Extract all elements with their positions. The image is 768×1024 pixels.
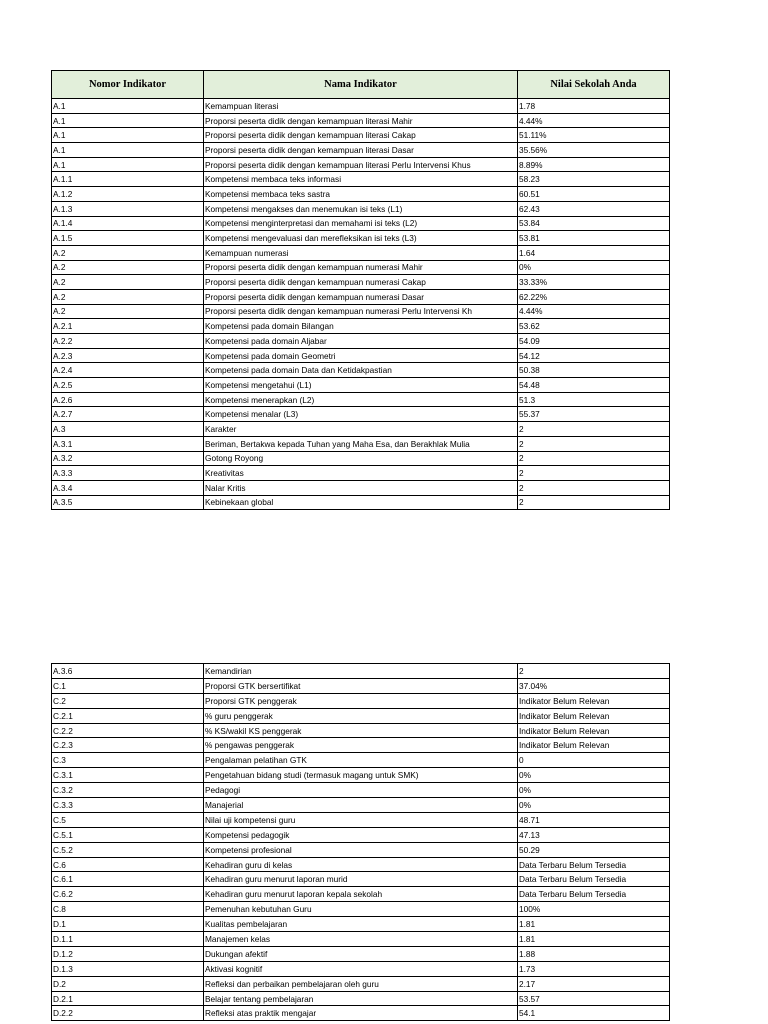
cell-nomor-indikator: C.8 bbox=[52, 902, 204, 917]
cell-nama-indikator: Kompetensi mengakses dan menemukan isi teks (L1) bbox=[204, 201, 518, 216]
cell-nilai: 51.3 bbox=[518, 392, 670, 407]
header-nomor-indikator: Nomor Indikator bbox=[52, 71, 204, 99]
cell-nama-indikator: Nilai uji kompetensi guru bbox=[204, 812, 518, 827]
cell-nilai: 1.88 bbox=[518, 946, 670, 961]
cell-nomor-indikator: A.1 bbox=[52, 128, 204, 143]
cell-nomor-indikator: A.1 bbox=[52, 157, 204, 172]
cell-nomor-indikator: D.1.2 bbox=[52, 946, 204, 961]
table-row bbox=[52, 693, 670, 708]
cell-nomor-indikator: A.1.3 bbox=[52, 201, 204, 216]
table-row bbox=[52, 738, 670, 753]
table-header bbox=[52, 71, 670, 99]
cell-nilai: 53.62 bbox=[518, 319, 670, 334]
cell-nama-indikator: Kemampuan numerasi bbox=[204, 245, 518, 260]
cell-nilai: 100% bbox=[518, 902, 670, 917]
cell-nilai: 2 bbox=[518, 466, 670, 481]
cell-nomor-indikator: D.1.1 bbox=[52, 932, 204, 947]
cell-nilai: 2 bbox=[518, 664, 670, 679]
cell-nilai: 2 bbox=[518, 451, 670, 466]
table-row bbox=[52, 260, 670, 275]
cell-nomor-indikator: A.2 bbox=[52, 245, 204, 260]
cell-nama-indikator: Kompetensi pada domain Data dan Ketidakpastian bbox=[204, 363, 518, 378]
cell-nilai: Data Terbaru Belum Tersedia bbox=[518, 872, 670, 887]
table-row bbox=[52, 451, 670, 466]
cell-nama-indikator: % KS/wakil KS penggerak bbox=[204, 723, 518, 738]
table-row bbox=[52, 857, 670, 872]
cell-nomor-indikator: A.2.7 bbox=[52, 407, 204, 422]
table-row bbox=[52, 378, 670, 393]
table-row bbox=[52, 887, 670, 902]
table-row bbox=[52, 812, 670, 827]
table-row bbox=[52, 289, 670, 304]
table-row bbox=[52, 304, 670, 319]
cell-nama-indikator: Proporsi peserta didik dengan kemampuan literasi Mahir bbox=[204, 113, 518, 128]
cell-nama-indikator: Proporsi peserta didik dengan kemampuan numerasi Cakap bbox=[204, 275, 518, 290]
cell-nomor-indikator: D.1.3 bbox=[52, 961, 204, 976]
cell-nilai: 2 bbox=[518, 436, 670, 451]
cell-nama-indikator: Kompetensi menginterpretasi dan memahami isi teks (L2) bbox=[204, 216, 518, 231]
cell-nilai: 4.44% bbox=[518, 113, 670, 128]
table-body bbox=[52, 664, 670, 1021]
table-row bbox=[52, 991, 670, 1006]
cell-nomor-indikator: A.3.1 bbox=[52, 436, 204, 451]
cell-nomor-indikator: A.2.3 bbox=[52, 348, 204, 363]
cell-nilai: 0% bbox=[518, 783, 670, 798]
cell-nilai: 48.71 bbox=[518, 812, 670, 827]
cell-nomor-indikator: C.2 bbox=[52, 693, 204, 708]
cell-nama-indikator: Proporsi peserta didik dengan kemampuan numerasi Mahir bbox=[204, 260, 518, 275]
cell-nomor-indikator: C.1 bbox=[52, 678, 204, 693]
cell-nama-indikator: Kompetensi mengetahui (L1) bbox=[204, 378, 518, 393]
cell-nomor-indikator: C.6.1 bbox=[52, 872, 204, 887]
table-row bbox=[52, 436, 670, 451]
cell-nilai: 53.57 bbox=[518, 991, 670, 1006]
table-row bbox=[52, 976, 670, 991]
cell-nama-indikator: Pengetahuan bidang studi (termasuk magang untuk SMK) bbox=[204, 768, 518, 783]
table-row bbox=[52, 842, 670, 857]
cell-nama-indikator: Proporsi GTK bersertifikat bbox=[204, 678, 518, 693]
table-row bbox=[52, 113, 670, 128]
cell-nomor-indikator: A.2.1 bbox=[52, 319, 204, 334]
cell-nilai: 54.12 bbox=[518, 348, 670, 363]
cell-nomor-indikator: A.1 bbox=[52, 99, 204, 114]
cell-nomor-indikator: A.2.2 bbox=[52, 334, 204, 349]
cell-nilai: 2 bbox=[518, 495, 670, 510]
cell-nilai: 55.37 bbox=[518, 407, 670, 422]
cell-nilai: 54.1 bbox=[518, 1006, 670, 1021]
cell-nilai: 2 bbox=[518, 422, 670, 437]
cell-nama-indikator: Kompetensi pada domain Geometri bbox=[204, 348, 518, 363]
cell-nomor-indikator: A.3.3 bbox=[52, 466, 204, 481]
cell-nomor-indikator: A.2 bbox=[52, 275, 204, 290]
cell-nomor-indikator: A.1 bbox=[52, 143, 204, 158]
cell-nilai: 51.11% bbox=[518, 128, 670, 143]
cell-nama-indikator: Kompetensi pada domain Aljabar bbox=[204, 334, 518, 349]
cell-nomor-indikator: C.6.2 bbox=[52, 887, 204, 902]
cell-nama-indikator: Manajerial bbox=[204, 798, 518, 813]
table-row bbox=[52, 932, 670, 947]
table-row bbox=[52, 407, 670, 422]
cell-nomor-indikator: C.3.2 bbox=[52, 783, 204, 798]
cell-nilai: 37.04% bbox=[518, 678, 670, 693]
table-row bbox=[52, 917, 670, 932]
table-row bbox=[52, 363, 670, 378]
cell-nilai: 1.73 bbox=[518, 961, 670, 976]
cell-nilai: 54.09 bbox=[518, 334, 670, 349]
cell-nomor-indikator: A.3.2 bbox=[52, 451, 204, 466]
cell-nomor-indikator: A.3.5 bbox=[52, 495, 204, 510]
cell-nama-indikator: Dukungan afektif bbox=[204, 946, 518, 961]
table-row bbox=[52, 946, 670, 961]
cell-nama-indikator: Kehadiran guru menurut laporan kepala sekolah bbox=[204, 887, 518, 902]
table-row bbox=[52, 902, 670, 917]
cell-nomor-indikator: A.2 bbox=[52, 260, 204, 275]
cell-nama-indikator: Kreativitas bbox=[204, 466, 518, 481]
cell-nama-indikator: Kompetensi mengevaluasi dan merefleksikan isi teks (L3) bbox=[204, 231, 518, 246]
cell-nama-indikator: Gotong Royong bbox=[204, 451, 518, 466]
cell-nilai: 1.78 bbox=[518, 99, 670, 114]
cell-nilai: 1.81 bbox=[518, 917, 670, 932]
cell-nama-indikator: Beriman, Bertakwa kepada Tuhan yang Maha Esa, dan Berakhlak Mulia bbox=[204, 436, 518, 451]
cell-nama-indikator: Nalar Kritis bbox=[204, 480, 518, 495]
table-row bbox=[52, 798, 670, 813]
cell-nama-indikator: Kehadiran guru menurut laporan murid bbox=[204, 872, 518, 887]
table-row bbox=[52, 157, 670, 172]
cell-nama-indikator: Kebinekaan global bbox=[204, 495, 518, 510]
cell-nilai: 50.38 bbox=[518, 363, 670, 378]
cell-nilai: Indikator Belum Relevan bbox=[518, 723, 670, 738]
cell-nilai: 2.17 bbox=[518, 976, 670, 991]
cell-nomor-indikator: D.2 bbox=[52, 976, 204, 991]
cell-nama-indikator: Pedagogi bbox=[204, 783, 518, 798]
table-row bbox=[52, 99, 670, 114]
cell-nama-indikator: Kompetensi menerapkan (L2) bbox=[204, 392, 518, 407]
cell-nama-indikator: % pengawas penggerak bbox=[204, 738, 518, 753]
cell-nama-indikator: Kehadiran guru di kelas bbox=[204, 857, 518, 872]
indicator-table-bottom bbox=[51, 663, 670, 1021]
cell-nilai: 53.84 bbox=[518, 216, 670, 231]
cell-nama-indikator: Refleksi atas praktik mengajar bbox=[204, 1006, 518, 1021]
cell-nomor-indikator: D.1 bbox=[52, 917, 204, 932]
table-row bbox=[52, 245, 670, 260]
table-row bbox=[52, 495, 670, 510]
cell-nomor-indikator: C.6 bbox=[52, 857, 204, 872]
cell-nama-indikator: Proporsi peserta didik dengan kemampuan literasi Cakap bbox=[204, 128, 518, 143]
cell-nomor-indikator: A.3 bbox=[52, 422, 204, 437]
cell-nomor-indikator: C.5.1 bbox=[52, 827, 204, 842]
cell-nilai: 35.56% bbox=[518, 143, 670, 158]
table-row bbox=[52, 664, 670, 679]
table-row bbox=[52, 961, 670, 976]
table-row bbox=[52, 480, 670, 495]
cell-nama-indikator: Kemandirian bbox=[204, 664, 518, 679]
cell-nilai: 62.43 bbox=[518, 201, 670, 216]
table-row bbox=[52, 128, 670, 143]
cell-nilai: 60.51 bbox=[518, 187, 670, 202]
cell-nama-indikator: Proporsi peserta didik dengan kemampuan numerasi Dasar bbox=[204, 289, 518, 304]
cell-nomor-indikator: C.3 bbox=[52, 753, 204, 768]
cell-nilai: 1.64 bbox=[518, 245, 670, 260]
table-row bbox=[52, 319, 670, 334]
cell-nilai: Indikator Belum Relevan bbox=[518, 693, 670, 708]
cell-nomor-indikator: C.5 bbox=[52, 812, 204, 827]
cell-nama-indikator: Proporsi peserta didik dengan kemampuan numerasi Perlu Intervensi Kh bbox=[204, 304, 518, 319]
cell-nama-indikator: Manajemen kelas bbox=[204, 932, 518, 947]
table-row bbox=[52, 334, 670, 349]
cell-nomor-indikator: D.2.2 bbox=[52, 1006, 204, 1021]
cell-nomor-indikator: A.1.2 bbox=[52, 187, 204, 202]
cell-nama-indikator: Proporsi peserta didik dengan kemampuan literasi Dasar bbox=[204, 143, 518, 158]
table-row bbox=[52, 1006, 670, 1021]
cell-nilai: 4.44% bbox=[518, 304, 670, 319]
table-row bbox=[52, 187, 670, 202]
cell-nomor-indikator: C.2.2 bbox=[52, 723, 204, 738]
header-nama-indikator: Nama Indikator bbox=[204, 71, 518, 99]
cell-nomor-indikator: A.1.4 bbox=[52, 216, 204, 231]
cell-nilai: 33.33% bbox=[518, 275, 670, 290]
cell-nama-indikator: Kompetensi membaca teks informasi bbox=[204, 172, 518, 187]
cell-nilai: 2 bbox=[518, 480, 670, 495]
cell-nama-indikator: Proporsi GTK penggerak bbox=[204, 693, 518, 708]
cell-nilai: 54.48 bbox=[518, 378, 670, 393]
cell-nilai: 8.89% bbox=[518, 157, 670, 172]
cell-nomor-indikator: A.3.4 bbox=[52, 480, 204, 495]
cell-nomor-indikator: C.3.1 bbox=[52, 768, 204, 783]
cell-nama-indikator: Aktivasi kognitif bbox=[204, 961, 518, 976]
cell-nama-indikator: Kemampuan literasi bbox=[204, 99, 518, 114]
table-row bbox=[52, 275, 670, 290]
cell-nilai: 47.13 bbox=[518, 827, 670, 842]
table-row bbox=[52, 466, 670, 481]
header-row bbox=[52, 71, 670, 99]
cell-nomor-indikator: A.2 bbox=[52, 304, 204, 319]
cell-nilai: 0% bbox=[518, 798, 670, 813]
table-row bbox=[52, 348, 670, 363]
cell-nomor-indikator: C.2.1 bbox=[52, 708, 204, 723]
cell-nomor-indikator: A.2 bbox=[52, 289, 204, 304]
cell-nilai: Data Terbaru Belum Tersedia bbox=[518, 887, 670, 902]
table-row bbox=[52, 143, 670, 158]
table-row bbox=[52, 392, 670, 407]
cell-nama-indikator: Belajar tentang pembelajaran bbox=[204, 991, 518, 1006]
indicator-table-top bbox=[51, 70, 670, 510]
table-row bbox=[52, 783, 670, 798]
cell-nama-indikator: Kompetensi menalar (L3) bbox=[204, 407, 518, 422]
table-row bbox=[52, 422, 670, 437]
cell-nomor-indikator: A.2.5 bbox=[52, 378, 204, 393]
cell-nama-indikator: Kompetensi pedagogik bbox=[204, 827, 518, 842]
table-row bbox=[52, 201, 670, 216]
cell-nilai: Indikator Belum Relevan bbox=[518, 708, 670, 723]
cell-nama-indikator: Kompetensi profesional bbox=[204, 842, 518, 857]
cell-nomor-indikator: A.1.5 bbox=[52, 231, 204, 246]
cell-nama-indikator: Karakter bbox=[204, 422, 518, 437]
cell-nama-indikator: Refleksi dan perbaikan pembelajaran oleh guru bbox=[204, 976, 518, 991]
table-row bbox=[52, 678, 670, 693]
table-row bbox=[52, 872, 670, 887]
cell-nama-indikator: Kualitas pembelajaran bbox=[204, 917, 518, 932]
table-row bbox=[52, 216, 670, 231]
table-body bbox=[52, 99, 670, 510]
table-row bbox=[52, 827, 670, 842]
cell-nomor-indikator: C.3.3 bbox=[52, 798, 204, 813]
cell-nama-indikator: Proporsi peserta didik dengan kemampuan literasi Perlu Intervensi Khus bbox=[204, 157, 518, 172]
cell-nomor-indikator: A.1.1 bbox=[52, 172, 204, 187]
cell-nomor-indikator: C.5.2 bbox=[52, 842, 204, 857]
table-row bbox=[52, 708, 670, 723]
cell-nama-indikator: Kompetensi membaca teks sastra bbox=[204, 187, 518, 202]
cell-nilai: 50.29 bbox=[518, 842, 670, 857]
cell-nilai: 0% bbox=[518, 260, 670, 275]
cell-nilai: Data Terbaru Belum Tersedia bbox=[518, 857, 670, 872]
table-row bbox=[52, 753, 670, 768]
cell-nama-indikator: % guru penggerak bbox=[204, 708, 518, 723]
cell-nama-indikator: Kompetensi pada domain Bilangan bbox=[204, 319, 518, 334]
cell-nilai: Indikator Belum Relevan bbox=[518, 738, 670, 753]
cell-nomor-indikator: A.1 bbox=[52, 113, 204, 128]
table-row bbox=[52, 768, 670, 783]
table-row bbox=[52, 231, 670, 246]
header-nilai-sekolah: Nilai Sekolah Anda bbox=[518, 71, 670, 99]
cell-nama-indikator: Pemenuhan kebutuhan Guru bbox=[204, 902, 518, 917]
cell-nomor-indikator: D.2.1 bbox=[52, 991, 204, 1006]
cell-nomor-indikator: A.3.6 bbox=[52, 664, 204, 679]
cell-nilai: 0% bbox=[518, 768, 670, 783]
table-row bbox=[52, 723, 670, 738]
cell-nilai: 1.81 bbox=[518, 932, 670, 947]
cell-nomor-indikator: A.2.4 bbox=[52, 363, 204, 378]
cell-nilai: 58.23 bbox=[518, 172, 670, 187]
cell-nilai: 62.22% bbox=[518, 289, 670, 304]
cell-nilai: 0 bbox=[518, 753, 670, 768]
cell-nilai: 53.81 bbox=[518, 231, 670, 246]
cell-nomor-indikator: C.2.3 bbox=[52, 738, 204, 753]
cell-nomor-indikator: A.2.6 bbox=[52, 392, 204, 407]
cell-nama-indikator: Pengalaman pelatihan GTK bbox=[204, 753, 518, 768]
table-row bbox=[52, 172, 670, 187]
